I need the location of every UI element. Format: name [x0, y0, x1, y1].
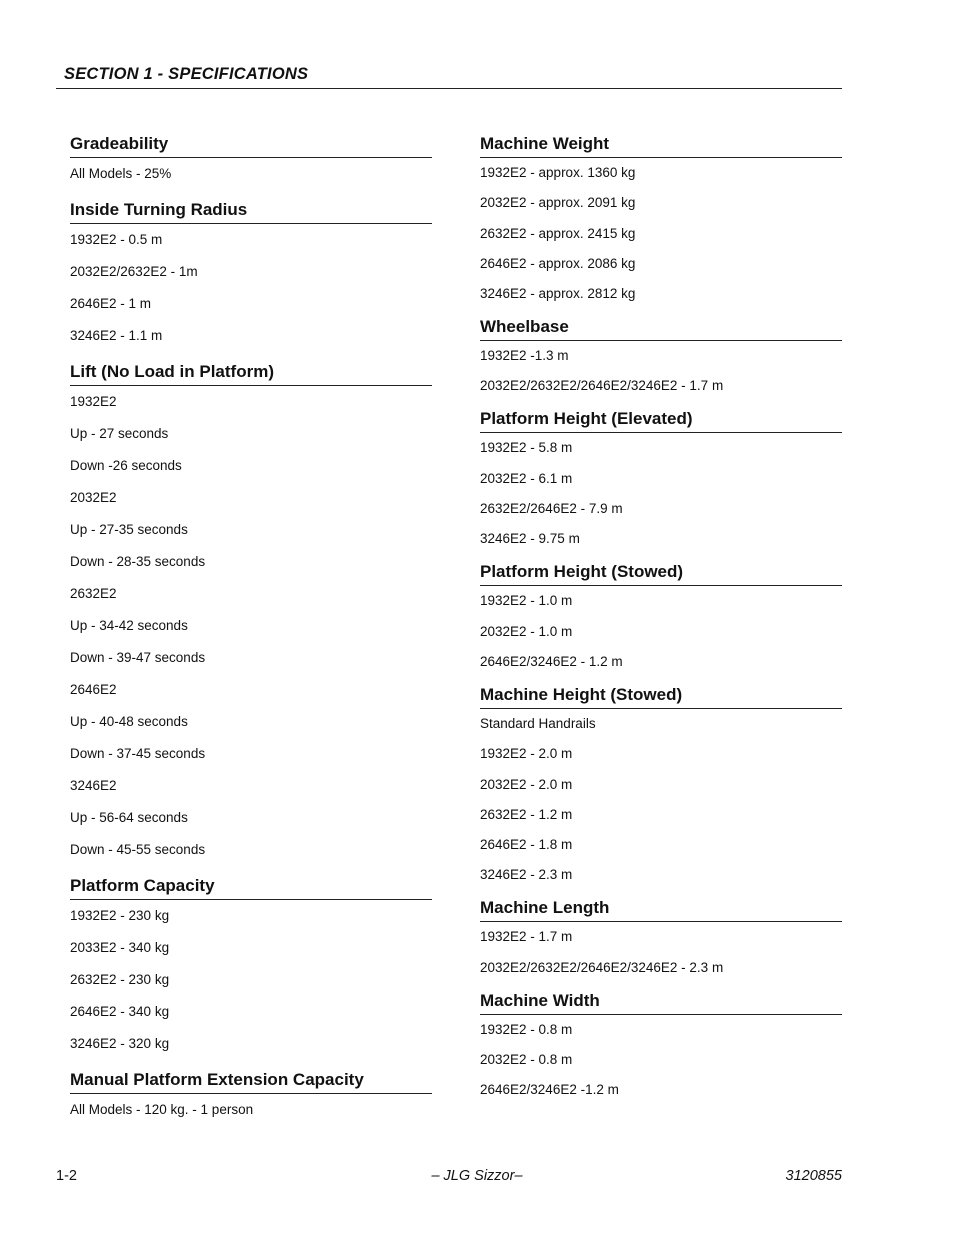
spec-item: Down - 37-45 seconds — [70, 746, 206, 761]
spec-item: 3246E2 - 2.3 m — [480, 867, 573, 883]
spec-section-machine-length — [480, 898, 842, 981]
spec-item: 2646E2 - 340 kg — [70, 1004, 170, 1019]
section-title: SECTION 1 - SPECIFICATIONS — [64, 65, 309, 83]
spec-section-lift-no-load-in-platform — [70, 362, 432, 864]
spec-item: 1932E2 - 2.0 m — [480, 746, 573, 762]
spec-item: 1932E2 - 5.8 m — [480, 440, 573, 456]
spec-item: 3246E2 - 1.1 m — [70, 328, 163, 343]
section-heading: Manual Platform Extension Capacity — [70, 1070, 432, 1094]
spec-item: Standard Handrails — [480, 715, 596, 731]
spec-item: 2646E2 — [70, 682, 117, 697]
spec-section-platform-height-elevated — [480, 409, 842, 553]
section-heading: Gradeability — [70, 134, 432, 158]
spec-item: 1932E2 — [70, 394, 117, 409]
spec-item: 2632E2 - 230 kg — [70, 972, 170, 987]
spec-item: 2632E2 - approx. 2415 kg — [480, 225, 636, 241]
footer-title: – JLG Sizzor– — [431, 1168, 523, 1184]
spec-item: 1932E2 - 0.8 m — [480, 1021, 573, 1037]
section-heading: Wheelbase — [480, 317, 842, 341]
spec-item: Down - 45-55 seconds — [70, 842, 206, 857]
header-divider — [56, 88, 842, 89]
spec-item: 2632E2 — [70, 586, 117, 601]
spec-item: 3246E2 - approx. 2812 kg — [480, 286, 636, 302]
spec-item: 2646E2 - 1.8 m — [480, 837, 573, 853]
spec-item: 2032E2 - approx. 2091 kg — [480, 195, 636, 211]
spec-item: 1932E2 -1.3 m — [480, 348, 569, 364]
spec-item: 2632E2/2646E2 - 7.9 m — [480, 501, 623, 517]
right-column — [480, 134, 842, 1113]
spec-section-machine-width — [480, 991, 842, 1105]
spec-item: 2646E2 - 1 m — [70, 296, 152, 311]
section-heading: Machine Width — [480, 991, 842, 1015]
spec-item: 2646E2/3246E2 -1.2 m — [480, 1082, 619, 1098]
spec-section-platform-capacity — [70, 876, 432, 1058]
spec-section-platform-height-stowed — [480, 562, 842, 676]
spec-item: 1932E2 - approx. 1360 kg — [480, 165, 636, 180]
spec-item: 1932E2 - 230 kg — [70, 908, 170, 923]
spec-item: 2032E2/2632E2/2646E2/3246E2 - 2.3 m — [480, 959, 724, 975]
spec-item: Up - 56-64 seconds — [70, 810, 188, 825]
spec-item: 2646E2/3246E2 - 1.2 m — [480, 653, 623, 669]
spec-section-machine-height-stowed — [480, 685, 842, 889]
spec-item: Up - 27-35 seconds — [70, 522, 188, 537]
document-number: 3120855 — [785, 1168, 842, 1184]
spec-item: All Models - 120 kg. - 1 person — [70, 1102, 254, 1117]
section-heading: Platform Capacity — [70, 876, 432, 900]
spec-section-inside-turning-radius — [70, 200, 432, 350]
spec-item: 2032E2/2632E2/2646E2/3246E2 - 1.7 m — [480, 378, 724, 394]
spec-item: 1932E2 - 1.7 m — [480, 929, 573, 945]
section-heading: Platform Height (Stowed) — [480, 562, 842, 586]
section-heading: Machine Height (Stowed) — [480, 685, 842, 709]
section-heading: Machine Weight — [480, 134, 842, 158]
spec-item: 2646E2 - approx. 2086 kg — [480, 255, 636, 271]
spec-item: 3246E2 - 320 kg — [70, 1036, 170, 1051]
page-number: 1-2 — [56, 1168, 77, 1184]
spec-item: 2032E2 - 1.0 m — [480, 623, 573, 639]
spec-item: 1932E2 - 1.0 m — [480, 593, 573, 609]
section-heading: Platform Height (Elevated) — [480, 409, 842, 433]
spec-section-wheelbase — [480, 317, 842, 400]
spec-item: All Models - 25% — [70, 166, 172, 181]
spec-item: 2032E2 - 0.8 m — [480, 1052, 573, 1068]
spec-item: Up - 27 seconds — [70, 426, 169, 441]
spec-section-gradeability — [70, 134, 432, 188]
spec-item: Up - 34-42 seconds — [70, 618, 188, 633]
spec-section-manual-platform-extension-capacity — [70, 1070, 432, 1124]
spec-item: 3246E2 — [70, 778, 117, 793]
spec-item: 2632E2 - 1.2 m — [480, 806, 573, 822]
section-heading: Machine Length — [480, 898, 842, 922]
spec-item: 3246E2 - 9.75 m — [480, 531, 580, 547]
left-column — [70, 134, 432, 1136]
section-heading: Inside Turning Radius — [70, 200, 432, 224]
section-heading: Lift (No Load in Platform) — [70, 362, 432, 386]
spec-item: Down - 28-35 seconds — [70, 554, 206, 569]
spec-item: Down -26 seconds — [70, 458, 182, 473]
spec-item: 2032E2 — [70, 490, 117, 505]
spec-section-machine-weight — [480, 134, 842, 308]
spec-item: 1932E2 - 0.5 m — [70, 232, 163, 247]
spec-item: Down - 39-47 seconds — [70, 650, 206, 665]
spec-item: Up - 40-48 seconds — [70, 714, 188, 729]
spec-item: 2032E2 - 2.0 m — [480, 776, 573, 792]
spec-item: 2032E2 - 6.1 m — [480, 470, 573, 486]
spec-item: 2032E2/2632E2 - 1m — [70, 264, 198, 279]
spec-item: 2033E2 - 340 kg — [70, 940, 170, 955]
